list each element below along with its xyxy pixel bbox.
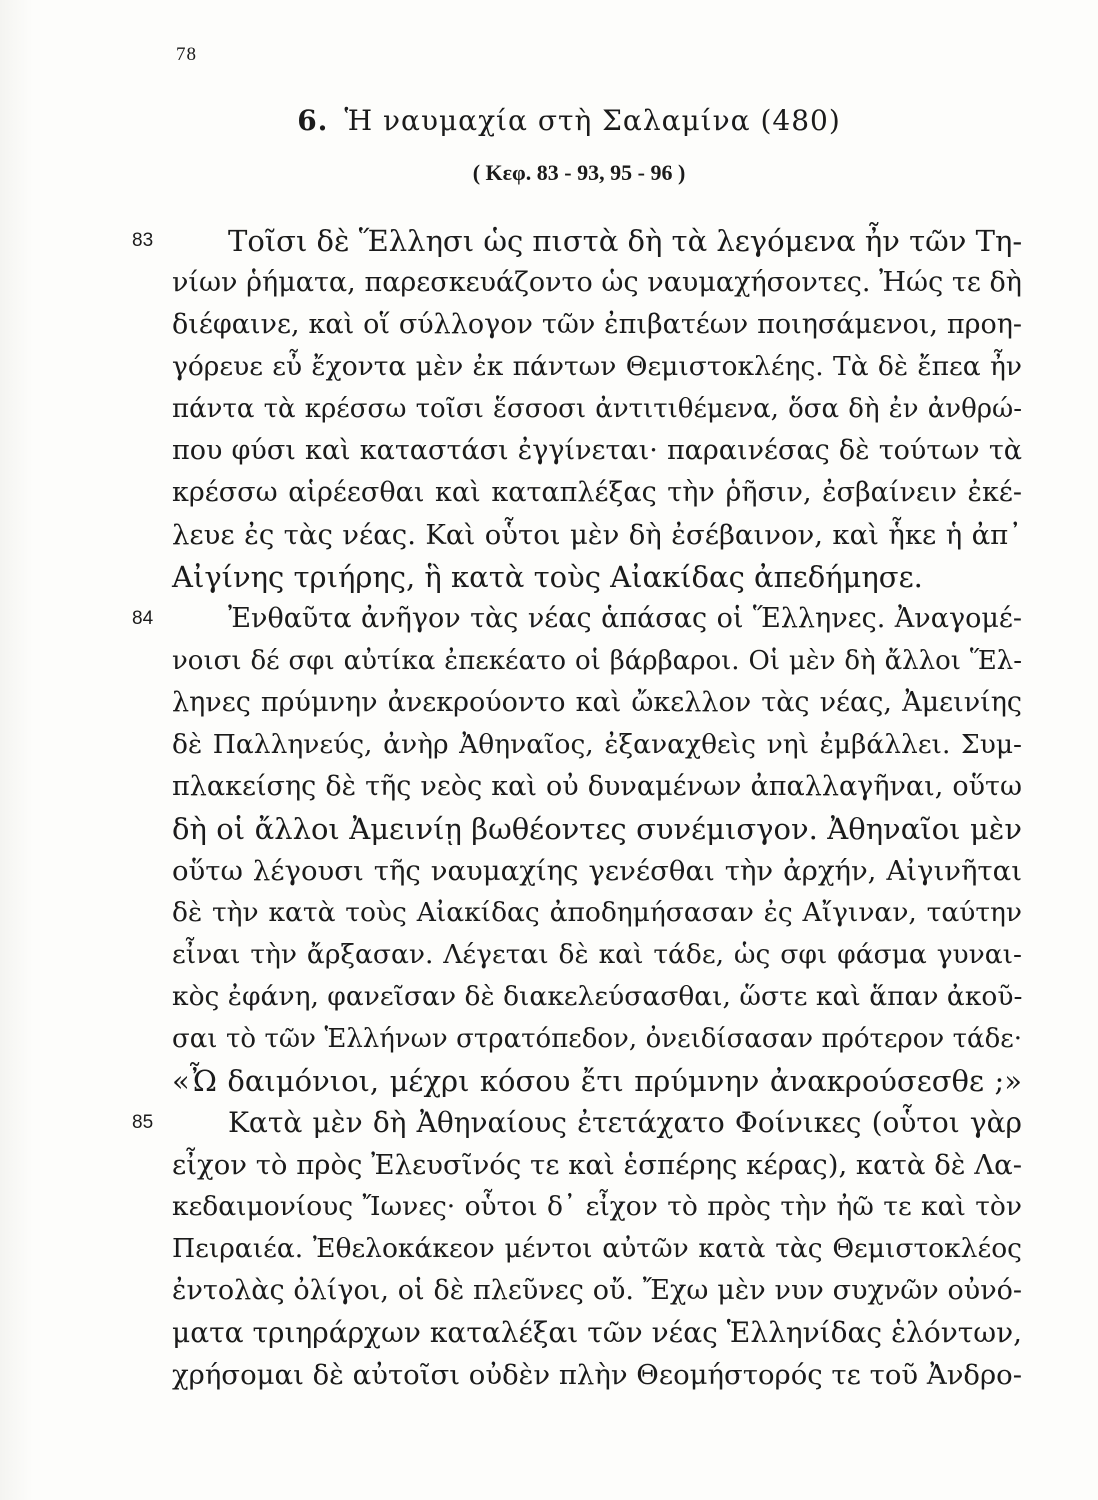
text-line: ματα τριηράρχων καταλέξαι τῶν νέας Ἑλληνίδας ἑλόντων, <box>172 1316 1022 1349</box>
text-line: χρήσομαι δὲ αὐτοῖσι οὐδὲν πλὴν Θεομήστορός τε τοῦ Ἀνδρο- <box>172 1359 1022 1391</box>
section-subtitle: ( Κεφ. 83 - 93, 95 - 96 ) <box>472 160 686 185</box>
text-line: νίων ῥήματα, παρεσκευάζοντο ὡς ναυμαχήσοντες. Ἠώς τε δὴ <box>172 267 1022 298</box>
text-line: πάντα τὰ κρέσσω τοῖσι ἕσσοσι ἀντιτιθέμενα, ὅσα δὴ ἐν ἀνθρώ- <box>172 394 1022 424</box>
text-line: κὸς ἐφάνη, φανεῖσαν δὲ διακελεύσασθαι, ὥστε καὶ ἅπαν ἀκοῦ- <box>172 981 1023 1012</box>
text-line: δὴ οἱ ἄλλοι Ἀμεινίῃ βωθέοντες συνέμισγον. Ἀθηναῖοι μὲν <box>172 812 1022 846</box>
text-line: πλακείσης δὲ τῆς νεὸς καὶ οὐ δυναμένων ἀπαλλαγῆναι, οὕτω <box>172 771 1022 802</box>
text-line: κρέσσω αἱρέεσθαι καὶ καταπλέξας τὴν ῥῆσιν, ἐσβαίνειν ἐκέ- <box>172 477 1022 508</box>
section-number: 6. <box>297 104 329 137</box>
text-line: δὲ Παλληνεύς, ἀνὴρ Ἀθηναῖος, ἐξαναχθεὶς νηὶ ἐμβάλλει. Συμ- <box>172 729 1022 760</box>
text-line: οὕτω λέγουσι τῆς ναυμαχίης γενέσθαι τὴν ἀρχήν, Αἰγινῆται <box>172 855 1022 887</box>
body-text <box>132 220 1022 1396</box>
text-line: γόρευε εὖ ἔχοντα μὲν ἐκ πάντων Θεμιστοκλέης. Τὰ δὲ ἔπεα ἦν <box>172 351 1022 382</box>
section-title-text: Ἡ ναυμαχία στὴ Σαλαμίνα (480) <box>344 104 841 137</box>
text-line: 84 Ἐνθαῦτα ἀνῆγον τὰς νέας ἁπάσας οἱ Ἕλληνες. Ἀναγομέ- <box>132 598 1022 640</box>
chapter-number: 85 <box>132 1112 154 1133</box>
text-line: Αἰγίνης τριήρης, ἣ κατὰ τοὺς Αἰακίδας ἀπεδήμησε. <box>172 560 923 594</box>
chapter-number: 84 <box>132 608 154 629</box>
text-line: δὲ τὴν κατὰ τοὺς Αἰακίδας ἀποδημήσασαν ἐς Αἴγιναν, ταύτην <box>172 897 1022 928</box>
page-number: 78 <box>176 44 197 65</box>
text-line: που φύσι καὶ καταστάσι ἐγγίνεται· παραινέσας δὲ τούτων τὰ <box>172 435 1022 466</box>
chapter-number: 83 <box>132 230 154 251</box>
text-line: 85 Κατὰ μὲν δὴ Ἀθηναίους ἐτετάχατο Φοίνικες (οὗτοι γὰρ <box>132 1102 1022 1144</box>
text-line: «Ὦ δαιμόνιοι, μέχρι κόσου ἔτι πρύμνην ἀνακρούσεσθε ;» <box>172 1064 1022 1098</box>
text-line: διέφαινε, καὶ οἵ σύλλογον τῶν ἐπιβατέων ποιησάμενοι, προη- <box>172 309 1022 340</box>
text-line: 83 Τοῖσι δὲ Ἕλλησι ὡς πιστὰ δὴ τὰ λεγόμενα ἦν τῶν Τη- <box>132 220 1022 262</box>
text-line: ληνες πρύμνην ἀνεκρούοντο καὶ ὤκελλον τὰς νέας, Ἀμεινίης <box>172 687 1022 718</box>
text-line: σαι τὸ τῶν Ἑλλήνων στρατόπεδον, ὀνειδίσασαν πρότερον τάδε· <box>172 1024 1022 1054</box>
text-line: λευε ἐς τὰς νέας. Καὶ οὗτοι μὲν δὴ ἐσέβαινον, καὶ ἧκε ἡ ἀπ᾽ <box>172 519 1022 551</box>
text-line: νοισι δέ σφι αὐτίκα ἐπεκέατο οἱ βάρβαροι. Οἱ μὲν δὴ ἄλλοι Ἕλ- <box>172 646 1022 676</box>
text-line: κεδαιμονίους Ἴωνες· οὗτοι δ᾽ εἶχον τὸ πρὸς τὴν ἠῶ τε καὶ τὸν <box>172 1191 1022 1222</box>
text-line: ἐντολὰς ὀλίγοι, οἱ δὲ πλεῦνες οὔ. Ἔχω μὲν νυν συχνῶν οὐνό- <box>172 1275 1022 1306</box>
section-title <box>0 104 1098 137</box>
text-line: εἶχον τὸ πρὸς Ἐλευσῖνός τε καὶ ἑσπέρης κέρας), κατὰ δὲ Λα- <box>172 1149 1022 1181</box>
text-line: Πειραιέα. Ἐθελοκάκεον μέντοι αὐτῶν κατὰ τὰς Θεμιστοκλέος <box>172 1233 1022 1264</box>
text-line: εἶναι τὴν ἄρξασαν. Λέγεται δὲ καὶ τάδε, ὡς σφι φάσμα γυναι- <box>172 939 1022 970</box>
